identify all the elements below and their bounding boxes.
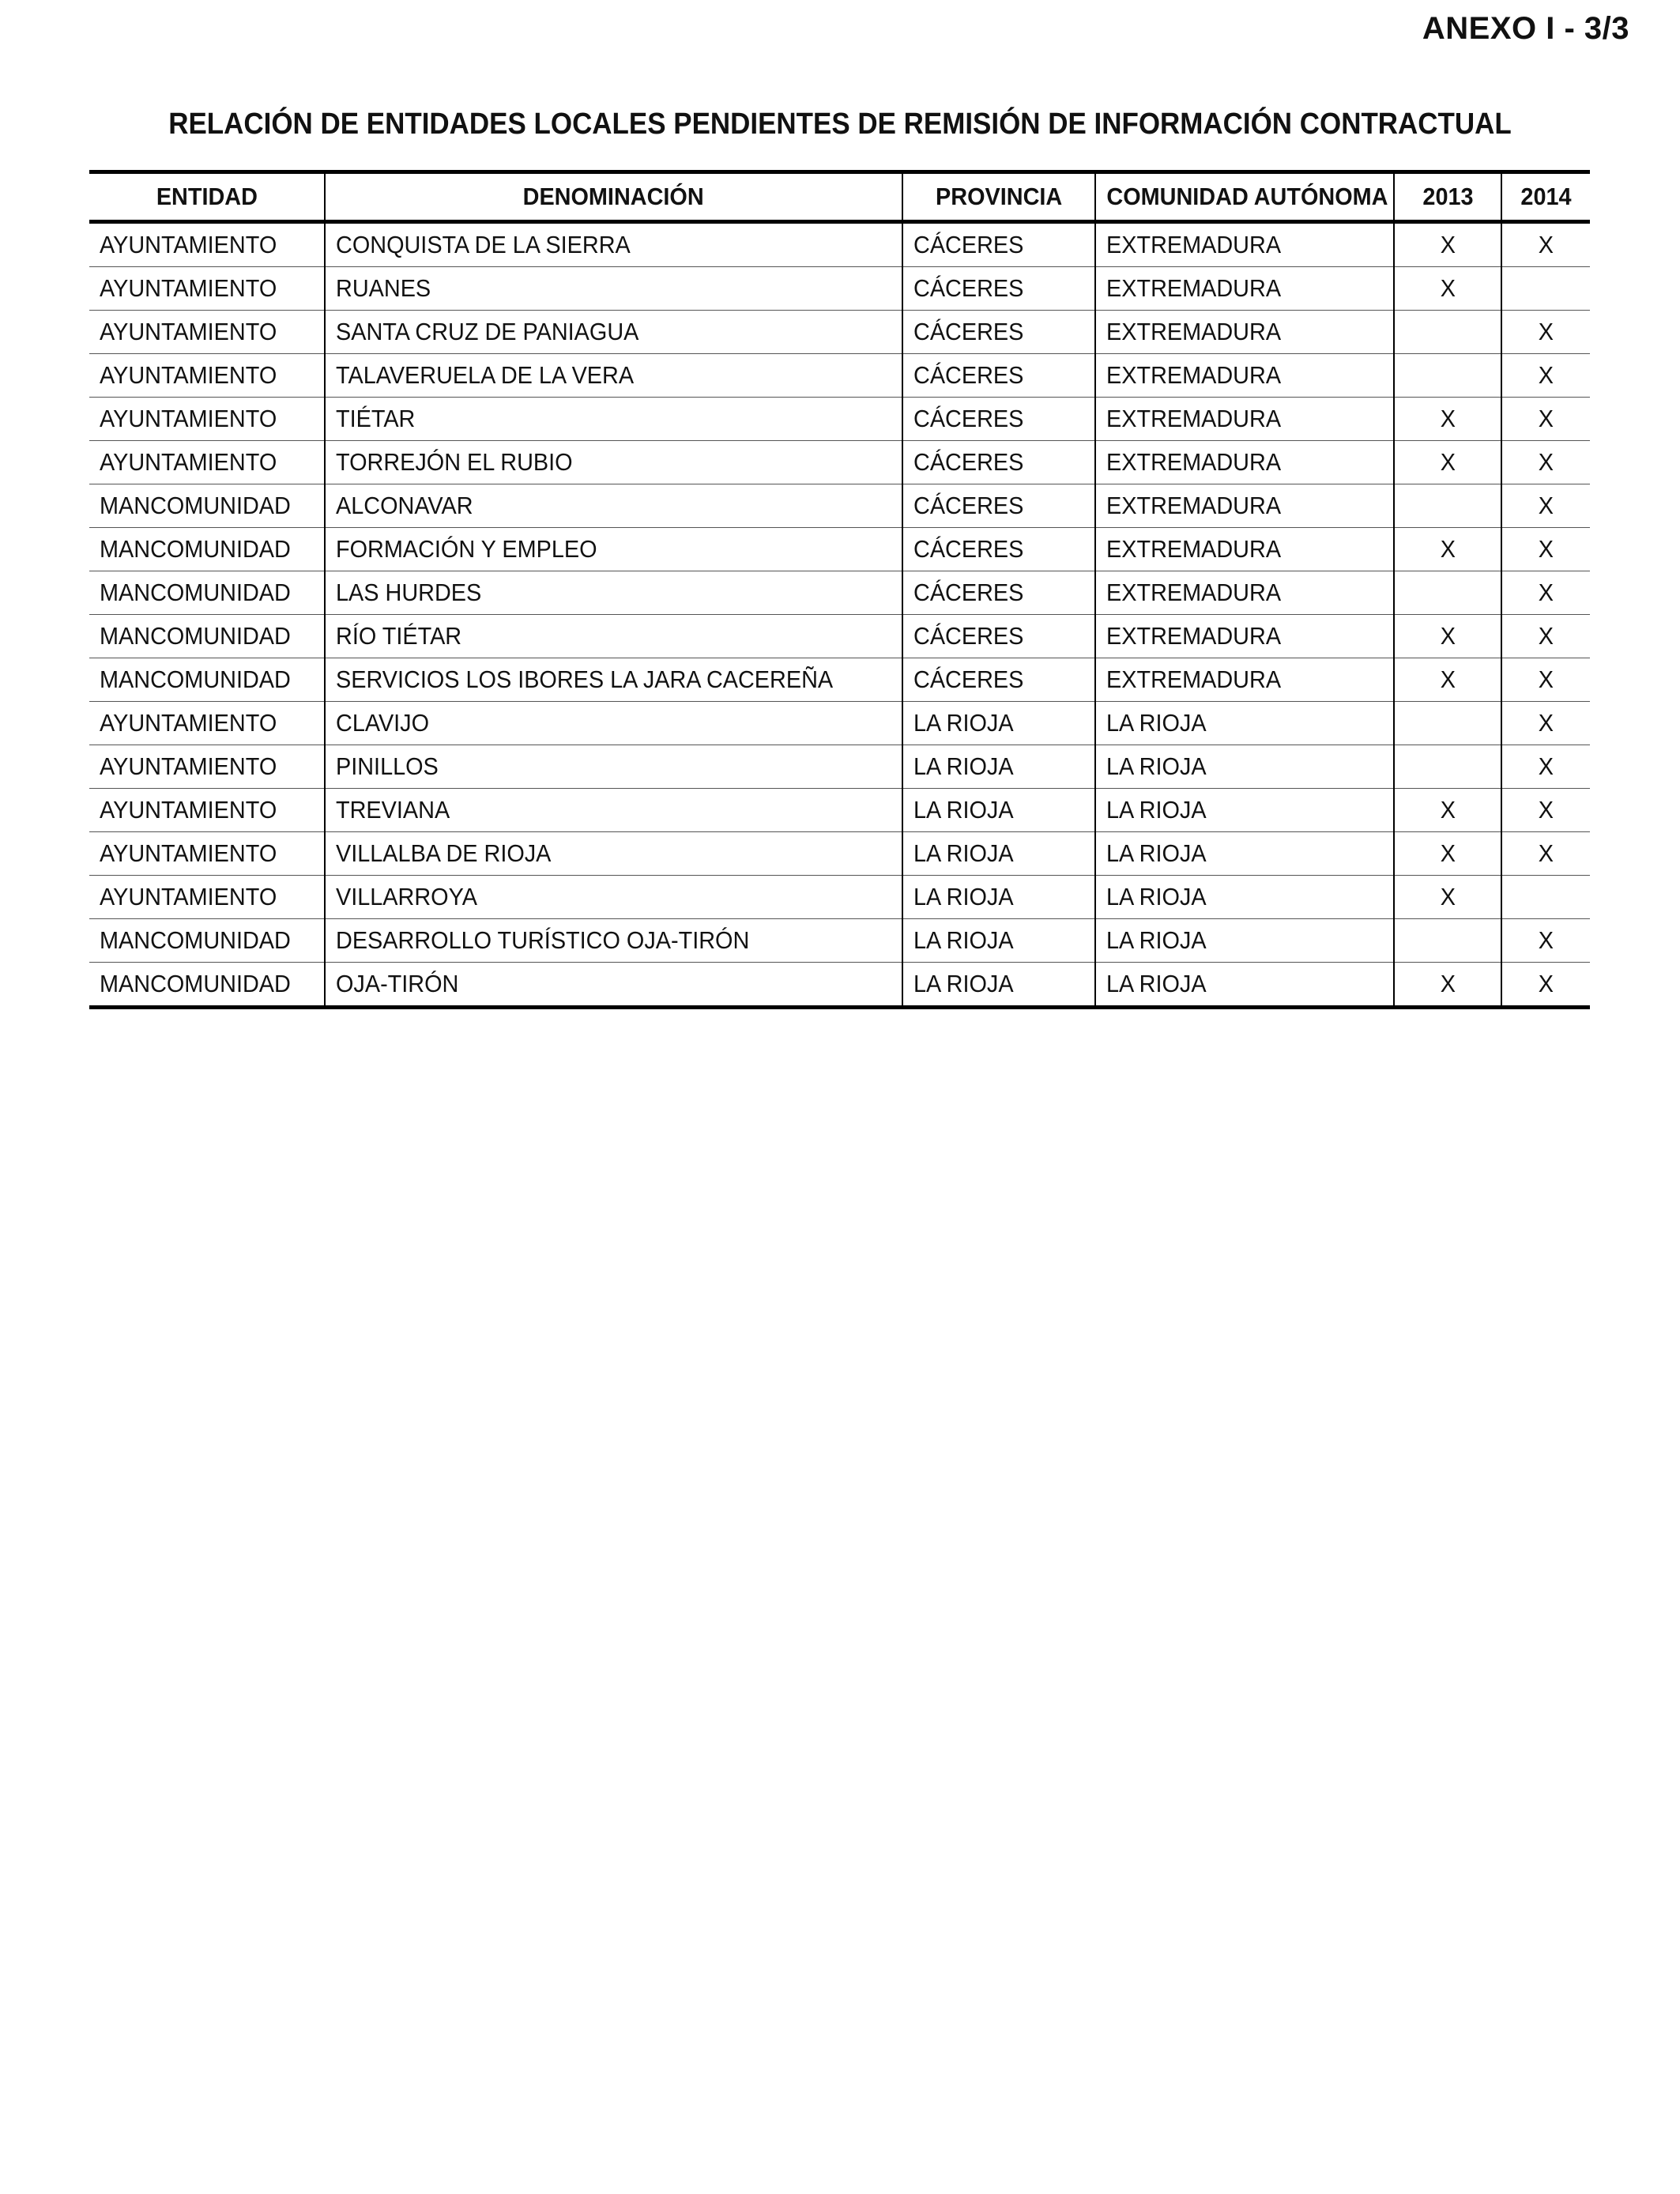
- table-row: [89, 876, 1590, 919]
- cell-mark-2014: X: [1501, 354, 1590, 398]
- cell-denominacion: SANTA CRUZ DE PANIAGUA: [325, 311, 902, 354]
- cell-comunidad-autonoma: EXTREMADURA: [1095, 398, 1394, 441]
- cell-entidad: MANCOMUNIDAD: [89, 528, 325, 571]
- cell-provincia: LA RIOJA: [902, 702, 1095, 745]
- cell-provincia: LA RIOJA: [902, 789, 1095, 832]
- cell-provincia: LA RIOJA: [902, 832, 1095, 876]
- cell-mark-2013: X: [1394, 528, 1501, 571]
- cell-mark-2013: [1394, 311, 1501, 354]
- table-row: [89, 267, 1590, 311]
- cell-denominacion: TORREJÓN EL RUBIO: [325, 441, 902, 484]
- document-title: RELACIÓN DE ENTIDADES LOCALES PENDIENTES DE REMISIÓN DE INFORMACIÓN CONTRACTUAL: [168, 107, 1512, 141]
- table-row: [89, 354, 1590, 398]
- cell-entidad: MANCOMUNIDAD: [89, 963, 325, 1008]
- cell-comunidad-autonoma: LA RIOJA: [1095, 702, 1394, 745]
- cell-denominacion: SERVICIOS LOS IBORES LA JARA CACEREÑA: [325, 658, 902, 702]
- cell-mark-2014: X: [1501, 702, 1590, 745]
- cell-mark-2014: [1501, 876, 1590, 919]
- cell-denominacion: DESARROLLO TURÍSTICO OJA-TIRÓN: [325, 919, 902, 963]
- cell-denominacion: TALAVERUELA DE LA VERA: [325, 354, 902, 398]
- cell-entidad: MANCOMUNIDAD: [89, 615, 325, 658]
- cell-mark-2013: X: [1394, 222, 1501, 267]
- cell-comunidad-autonoma: EXTREMADURA: [1095, 267, 1394, 311]
- cell-comunidad-autonoma: LA RIOJA: [1095, 832, 1394, 876]
- cell-provincia: CÁCERES: [902, 571, 1095, 615]
- cell-entidad: AYUNTAMIENTO: [89, 702, 325, 745]
- cell-comunidad-autonoma: LA RIOJA: [1095, 789, 1394, 832]
- cell-entidad: AYUNTAMIENTO: [89, 354, 325, 398]
- cell-comunidad-autonoma: LA RIOJA: [1095, 963, 1394, 1008]
- cell-mark-2014: X: [1501, 963, 1590, 1008]
- annex-label: ANEXO I - 3/3: [1422, 11, 1629, 46]
- cell-mark-2014: X: [1501, 398, 1590, 441]
- cell-denominacion: CLAVIJO: [325, 702, 902, 745]
- table-row: [89, 528, 1590, 571]
- cell-entidad: AYUNTAMIENTO: [89, 267, 325, 311]
- cell-mark-2013: [1394, 484, 1501, 528]
- cell-mark-2013: [1394, 745, 1501, 789]
- cell-denominacion: TIÉTAR: [325, 398, 902, 441]
- cell-provincia: CÁCERES: [902, 398, 1095, 441]
- cell-entidad: AYUNTAMIENTO: [89, 789, 325, 832]
- cell-comunidad-autonoma: EXTREMADURA: [1095, 354, 1394, 398]
- table-row: [89, 919, 1590, 963]
- cell-comunidad-autonoma: EXTREMADURA: [1095, 311, 1394, 354]
- cell-entidad: AYUNTAMIENTO: [89, 222, 325, 267]
- cell-provincia: CÁCERES: [902, 267, 1095, 311]
- cell-denominacion: RÍO TIÉTAR: [325, 615, 902, 658]
- cell-entidad: AYUNTAMIENTO: [89, 745, 325, 789]
- table-row: [89, 658, 1590, 702]
- cell-denominacion: OJA-TIRÓN: [325, 963, 902, 1008]
- cell-provincia: CÁCERES: [902, 484, 1095, 528]
- cell-denominacion: VILLALBA DE RIOJA: [325, 832, 902, 876]
- cell-mark-2014: X: [1501, 222, 1590, 267]
- cell-provincia: CÁCERES: [902, 222, 1095, 267]
- cell-entidad: MANCOMUNIDAD: [89, 658, 325, 702]
- cell-entidad: MANCOMUNIDAD: [89, 484, 325, 528]
- cell-mark-2013: X: [1394, 963, 1501, 1008]
- cell-mark-2013: [1394, 702, 1501, 745]
- cell-mark-2013: X: [1394, 441, 1501, 484]
- table-row: [89, 311, 1590, 354]
- cell-mark-2013: X: [1394, 789, 1501, 832]
- cell-denominacion: PINILLOS: [325, 745, 902, 789]
- header-entidad: ENTIDAD: [89, 172, 325, 222]
- cell-mark-2014: X: [1501, 919, 1590, 963]
- table-row: [89, 702, 1590, 745]
- cell-denominacion: ALCONAVAR: [325, 484, 902, 528]
- cell-denominacion: TREVIANA: [325, 789, 902, 832]
- header-2014: 2014: [1501, 172, 1590, 222]
- cell-mark-2014: X: [1501, 528, 1590, 571]
- cell-mark-2013: X: [1394, 267, 1501, 311]
- table-row: [89, 398, 1590, 441]
- header-provincia: PROVINCIA: [902, 172, 1095, 222]
- cell-comunidad-autonoma: EXTREMADURA: [1095, 222, 1394, 267]
- header-row: [89, 172, 1590, 222]
- table-row: [89, 789, 1590, 832]
- table-row: [89, 484, 1590, 528]
- cell-mark-2014: X: [1501, 571, 1590, 615]
- cell-provincia: CÁCERES: [902, 354, 1095, 398]
- cell-provincia: CÁCERES: [902, 311, 1095, 354]
- table-row: [89, 441, 1590, 484]
- cell-comunidad-autonoma: EXTREMADURA: [1095, 484, 1394, 528]
- cell-provincia: LA RIOJA: [902, 745, 1095, 789]
- header-2013: 2013: [1394, 172, 1501, 222]
- cell-mark-2014: X: [1501, 832, 1590, 876]
- table-body: [89, 222, 1590, 1008]
- cell-comunidad-autonoma: EXTREMADURA: [1095, 615, 1394, 658]
- cell-denominacion: CONQUISTA DE LA SIERRA: [325, 222, 902, 267]
- cell-mark-2013: X: [1394, 658, 1501, 702]
- cell-provincia: CÁCERES: [902, 528, 1095, 571]
- cell-mark-2013: [1394, 919, 1501, 963]
- cell-comunidad-autonoma: EXTREMADURA: [1095, 571, 1394, 615]
- cell-mark-2013: X: [1394, 876, 1501, 919]
- cell-comunidad-autonoma: LA RIOJA: [1095, 745, 1394, 789]
- cell-mark-2014: [1501, 267, 1590, 311]
- cell-mark-2013: [1394, 571, 1501, 615]
- entities-table-container: [89, 170, 1590, 1009]
- header-comunidad-autonoma: COMUNIDAD AUTÓNOMA: [1095, 172, 1394, 222]
- cell-entidad: AYUNTAMIENTO: [89, 832, 325, 876]
- table-row: [89, 222, 1590, 267]
- cell-provincia: CÁCERES: [902, 441, 1095, 484]
- cell-mark-2013: X: [1394, 615, 1501, 658]
- cell-provincia: CÁCERES: [902, 658, 1095, 702]
- header-denominacion: DENOMINACIÓN: [325, 172, 902, 222]
- cell-comunidad-autonoma: LA RIOJA: [1095, 876, 1394, 919]
- cell-mark-2014: X: [1501, 615, 1590, 658]
- table-row: [89, 963, 1590, 1008]
- cell-denominacion: FORMACIÓN Y EMPLEO: [325, 528, 902, 571]
- cell-mark-2014: X: [1501, 484, 1590, 528]
- cell-entidad: MANCOMUNIDAD: [89, 571, 325, 615]
- table-row: [89, 832, 1590, 876]
- cell-mark-2014: X: [1501, 745, 1590, 789]
- cell-provincia: CÁCERES: [902, 615, 1095, 658]
- cell-mark-2013: X: [1394, 832, 1501, 876]
- cell-mark-2014: X: [1501, 441, 1590, 484]
- table-header: [89, 172, 1590, 222]
- cell-comunidad-autonoma: LA RIOJA: [1095, 919, 1394, 963]
- cell-entidad: AYUNTAMIENTO: [89, 441, 325, 484]
- entities-table: [89, 170, 1590, 1009]
- cell-mark-2014: X: [1501, 658, 1590, 702]
- cell-entidad: AYUNTAMIENTO: [89, 398, 325, 441]
- cell-provincia: LA RIOJA: [902, 919, 1095, 963]
- cell-denominacion: LAS HURDES: [325, 571, 902, 615]
- cell-denominacion: VILLARROYA: [325, 876, 902, 919]
- cell-entidad: AYUNTAMIENTO: [89, 311, 325, 354]
- cell-entidad: MANCOMUNIDAD: [89, 919, 325, 963]
- cell-denominacion: RUANES: [325, 267, 902, 311]
- cell-entidad: AYUNTAMIENTO: [89, 876, 325, 919]
- cell-provincia: LA RIOJA: [902, 876, 1095, 919]
- table-row: [89, 745, 1590, 789]
- table-row: [89, 571, 1590, 615]
- table-row: [89, 615, 1590, 658]
- cell-comunidad-autonoma: EXTREMADURA: [1095, 658, 1394, 702]
- cell-mark-2013: [1394, 354, 1501, 398]
- cell-mark-2014: X: [1501, 789, 1590, 832]
- cell-mark-2013: X: [1394, 398, 1501, 441]
- cell-mark-2014: X: [1501, 311, 1590, 354]
- cell-comunidad-autonoma: EXTREMADURA: [1095, 441, 1394, 484]
- cell-comunidad-autonoma: EXTREMADURA: [1095, 528, 1394, 571]
- cell-provincia: LA RIOJA: [902, 963, 1095, 1008]
